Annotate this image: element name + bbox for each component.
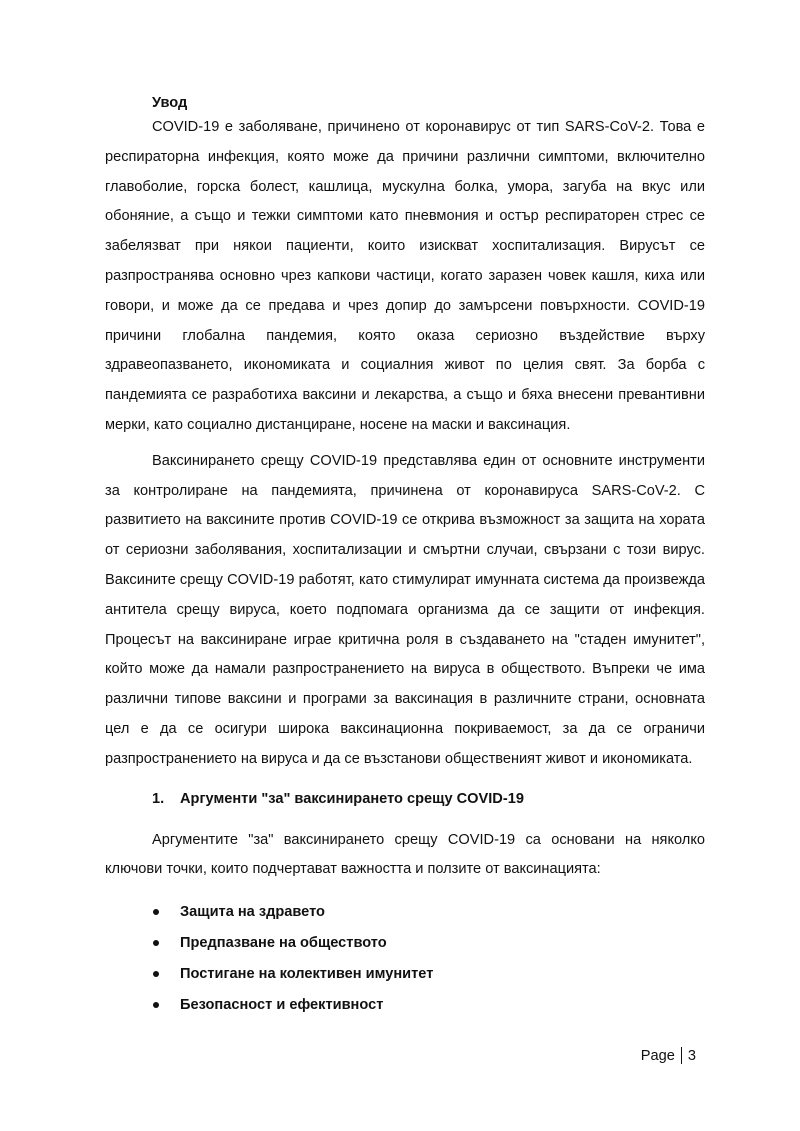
section-title-text: Аргументи "за" ваксинирането срещу COVID-19 — [180, 790, 524, 807]
list-item-text: Предпазване на обществото — [180, 935, 387, 952]
list-item-text: Безопасност и ефективност — [180, 997, 384, 1014]
section-heading-intro: Увод — [152, 95, 188, 111]
list-item-text: Постигане на колективен имунитет — [180, 966, 434, 983]
list-item — [105, 990, 705, 1021]
bullet-icon — [153, 971, 159, 977]
section-title — [152, 786, 705, 812]
list-item — [105, 928, 705, 959]
paragraph-covid-description: COVID-19 е заболяване, причинено от коронавирус от тип SARS-CoV-2. Това е респираторна инфекция, която може да причини различни симптоми, включително главоболие, горска болест, кашлица, мускулна болка, умора, загуба на вкус или обоняние, а също и тежки симптоми като пневмония и остър респираторен стрес се забелязват при някои пациенти, които изискват хоспитализация. Вирусът се разпространява основно чрез капкови частици, когато заразен човек кашля, киха или говори, и може да се предава и чрез допир до замърсени повърхности. COVID-19 причини глобална пандемия, която оказа сериозно въздействие върху здравеопазването, икономиката и социалния живот по целия свят. За борба с пандемията се разработиха ваксини и лекарства, а също и бяха внесени превантивни мерки, като социално дистанциране, носене на маски и ваксинация. — [105, 119, 705, 433]
list-item-text: Защита на здравето — [180, 904, 325, 921]
bullet-list — [105, 897, 705, 1021]
bullet-icon — [153, 909, 159, 915]
bullet-icon — [153, 940, 159, 946]
bullet-icon — [153, 1002, 159, 1008]
page-number: 3 — [687, 1047, 696, 1064]
page-label: Page — [640, 1047, 675, 1064]
footer-divider — [681, 1047, 682, 1064]
section-number: 1. — [152, 790, 165, 807]
list-item — [105, 959, 705, 990]
list-item — [105, 897, 705, 928]
paragraph-vaccination-overview: Ваксинирането срещу COVID-19 представлява един от основните инструменти за контролиране на пандемията, причинена от коронавируса SARS-CoV-2. С развитието на ваксините против COVID-19 се открива възможност за защита на хората от сериозни заболявания, хоспитализации и смъртни случаи, свързани с този вирус. Ваксините срещу COVID-19 работят, като стимулират имунната система да произвежда антитела срещу вируса, което подпомага организма да се защити от инфекция. Процесът на ваксиниране играе критична роля в създаването на "стаден имунитет", който може да намали разпространението на вируса в обществото. Въпреки че има различни типове ваксини и програми за ваксинация в различните страни, основната цел е да се осигури широка ваксинационна покриваемост, за да се ограничи разпространението на вируса и да се възстанови общественият живот и икономиката. — [105, 452, 705, 767]
page-content — [105, 94, 705, 1021]
paragraph-arguments-intro: Аргументите "за" ваксинирането срещу COVID-19 са основани на няколко ключови точки, които подчертават важността и ползите от ваксинацията: — [105, 831, 705, 878]
page-footer — [641, 1047, 696, 1064]
